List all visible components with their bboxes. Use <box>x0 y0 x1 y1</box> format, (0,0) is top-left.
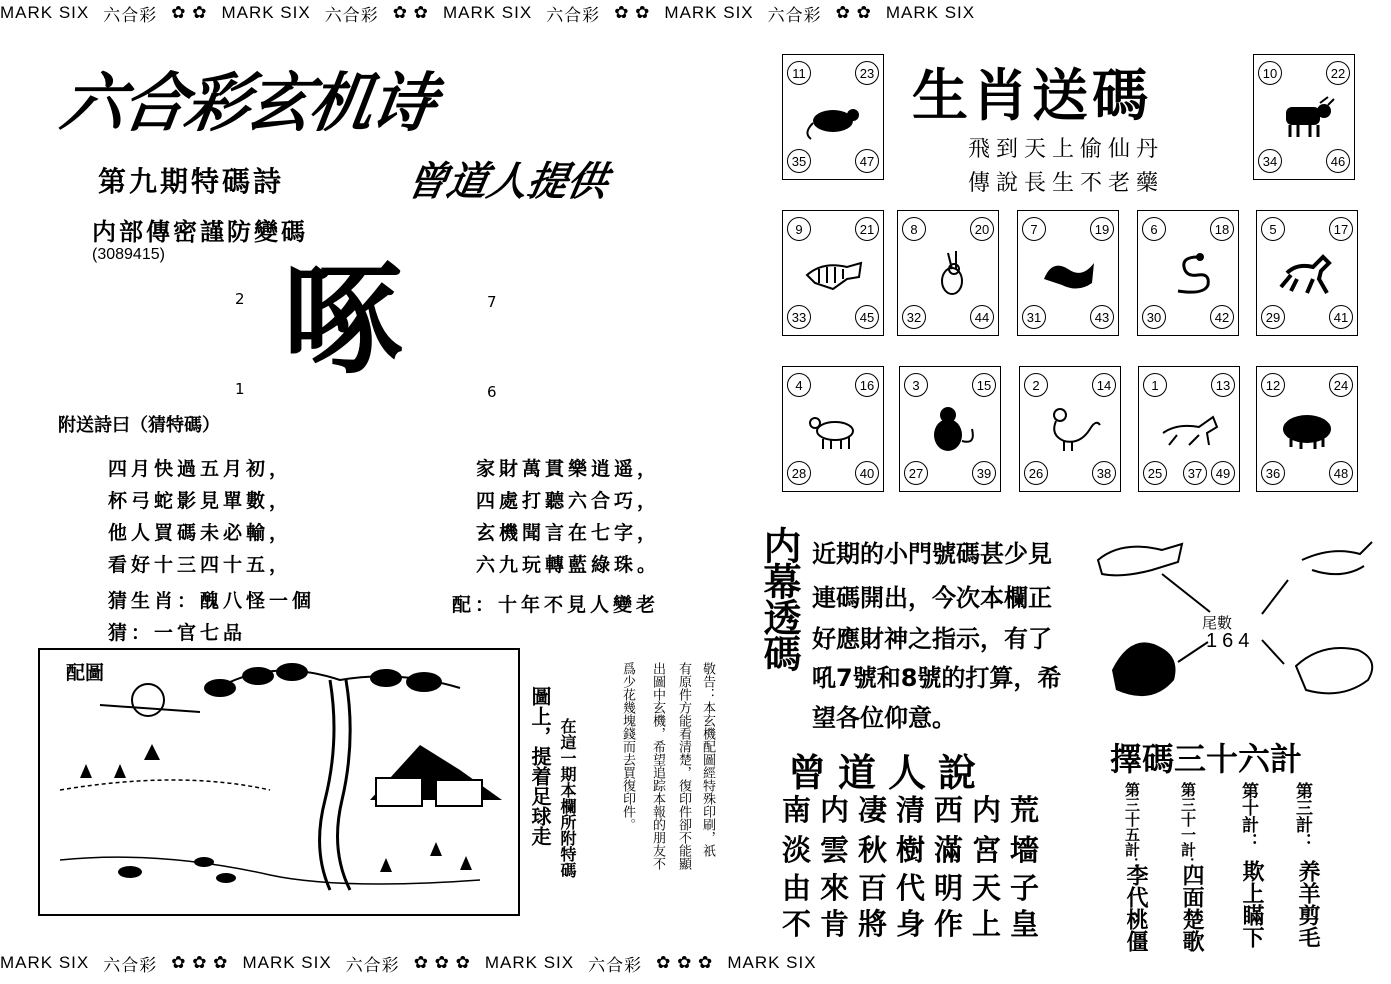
provider-label: 曾道人提供 <box>403 159 612 205</box>
pig-icon <box>1277 405 1339 453</box>
number-ball: 7 <box>1022 217 1046 241</box>
strategy-text: 欺上瞞下 <box>1239 860 1264 948</box>
tiger-icon <box>803 249 865 297</box>
strategy-text: 养羊剪毛 <box>1295 860 1320 948</box>
notice-column: 出圖中玄機，希望追踪本報的朋友不 <box>650 662 665 870</box>
strip-item: ✿ ✿ <box>835 3 872 22</box>
number-ball: 48 <box>1329 461 1353 485</box>
inside-line: 望各位仰意。 <box>812 704 956 732</box>
strip-item: MARK SIX <box>727 953 817 972</box>
say-line: 南内凄清西内荒 <box>782 793 1049 827</box>
poem-line: 他人買碼未必輸， <box>108 522 293 544</box>
picture-label: 配圖 <box>66 662 105 684</box>
number-ball: 45 <box>855 305 879 329</box>
number-ball: 26 <box>1024 461 1048 485</box>
strip-item: 六合彩 <box>546 5 601 24</box>
corner-number-tr: 7 <box>487 293 497 311</box>
notice-column: 敬告：本玄機配圖經特殊印刷，祇 <box>700 662 715 857</box>
number-ball: 43 <box>1090 305 1114 329</box>
zodiac-box-snake <box>1137 210 1239 336</box>
number-ball: 47 <box>855 149 879 173</box>
poem-line: 杯弓蛇影見單數， <box>108 490 293 512</box>
number-ball: 11 <box>787 61 811 85</box>
poem-line: 六九玩轉藍綠珠。 <box>476 554 661 576</box>
number-ball: 36 <box>1261 461 1285 485</box>
strip-item: ✿ ✿ ✿ <box>413 953 471 972</box>
strip-item: 六合彩 <box>588 955 643 974</box>
secret-notice: 内部傳密謹防變碼 <box>92 217 308 246</box>
poem-line: 玄機聞言在七字， <box>476 522 661 544</box>
rabbit-icon <box>1302 542 1372 574</box>
number-ball: 42 <box>1210 305 1234 329</box>
page-title-right: 生肖送碼 <box>912 64 1152 129</box>
riddle-character: 啄 <box>283 252 403 391</box>
number-ball: 46 <box>1326 149 1350 173</box>
strip-item: MARK SIX <box>442 3 533 22</box>
number-ball: 33 <box>787 305 811 329</box>
zodiac-box-rooster <box>1019 366 1121 492</box>
zodiac-box-dragon <box>1017 210 1119 336</box>
strategy-text: 四面楚歌 <box>1179 864 1204 952</box>
hint-picture <box>38 648 520 916</box>
tail-label: 尾數 <box>1202 614 1233 632</box>
number-ball: 12 <box>1261 373 1285 397</box>
rat-icon <box>803 93 865 141</box>
strip-item: 六合彩 <box>103 955 158 974</box>
number-ball: 25 <box>1143 461 1167 485</box>
say-title: 曾道人說 <box>788 750 989 795</box>
inside-line: 好應財神之指示，有了 <box>812 625 1052 653</box>
pig-icon <box>1296 648 1372 693</box>
number-ball: 37 <box>1183 461 1207 485</box>
strip-item: 六合彩 <box>345 955 400 974</box>
rooster-icon <box>1040 405 1102 453</box>
strategy-label: 第三十五計： <box>1123 782 1141 872</box>
poem-heading: 附送詩曰（猜特碼） <box>58 415 220 436</box>
number-ball: 4 <box>787 373 811 397</box>
number-ball: 6 <box>1142 217 1166 241</box>
inside-label: 内幕透碼 <box>757 526 801 670</box>
ox-icon <box>1274 93 1336 141</box>
poem-line: 配：十年不見人變老 <box>452 594 660 616</box>
number-ball: 31 <box>1022 305 1046 329</box>
dragon-icon <box>1038 249 1100 297</box>
number-ball: 1 <box>1143 373 1167 397</box>
caption-column: 在這一期本欄所附特碼 <box>558 718 577 878</box>
poem-line: 四月快過五月初， <box>108 458 293 480</box>
strategy-title: 擇碼三十六計 <box>1110 740 1303 778</box>
inside-line: 吼7號和8號的打算，希 <box>812 664 1062 692</box>
number-ball: 27 <box>904 461 928 485</box>
zodiac-box-monkey <box>899 366 1001 492</box>
code-number: (3089415) <box>92 246 165 263</box>
monkey-icon <box>920 405 982 453</box>
zodiac-box-rat <box>782 54 884 180</box>
tree-leaves-icon <box>204 663 442 697</box>
number-ball: 24 <box>1329 373 1353 397</box>
number-ball: 18 <box>1210 217 1234 241</box>
strip-item: MARK SIX <box>664 3 754 22</box>
snake-icon <box>1158 249 1220 297</box>
number-ball: 32 <box>902 305 926 329</box>
number-ball: 49 <box>1211 461 1235 485</box>
footer-strip <box>0 952 1391 974</box>
landscape-illustration <box>40 650 518 914</box>
strip-item: 六合彩 <box>324 5 379 24</box>
number-ball: 44 <box>970 305 994 329</box>
strip-item: ✿ ✿ <box>614 3 651 22</box>
number-ball: 14 <box>1092 373 1116 397</box>
number-ball: 22 <box>1326 61 1350 85</box>
number-ball: 3 <box>904 373 928 397</box>
house-icon <box>376 778 422 806</box>
moon-icon <box>132 684 164 716</box>
notice-column: 有原件方能看清楚，復印件卻不能顯 <box>676 662 691 870</box>
poem-line: 家財萬貫樂逍遥， <box>476 458 661 480</box>
number-ball: 21 <box>855 217 879 241</box>
strip-item: ✿ ✿ ✿ <box>656 953 714 972</box>
dog-icon <box>1159 405 1221 453</box>
tail-diagram <box>1092 530 1382 720</box>
zodiac-box-rabbit <box>897 210 999 336</box>
number-ball: 29 <box>1261 305 1285 329</box>
zodiac-box-pig <box>1256 366 1358 492</box>
number-ball: 34 <box>1258 149 1282 173</box>
rooster-icon <box>1112 642 1176 696</box>
number-ball: 39 <box>972 461 996 485</box>
inside-line: 連碼開出，今次本欄正 <box>812 584 1052 612</box>
page-title-left: 六合彩玄机诗 <box>55 67 439 141</box>
rabbit-icon <box>918 249 980 297</box>
zodiac-box-tiger <box>782 210 884 336</box>
number-ball: 8 <box>902 217 926 241</box>
header-strip <box>0 2 1391 24</box>
number-ball: 38 <box>1092 461 1116 485</box>
strategy-label: 第十計： <box>1238 782 1258 850</box>
say-line: 由來百代明天子 <box>782 871 1049 905</box>
corner-number-br: 6 <box>487 383 497 401</box>
zodiac-box-horse <box>1256 210 1358 336</box>
strategy-text: 李代桃僵 <box>1123 864 1148 952</box>
zodiac-box-goat <box>782 366 884 492</box>
strip-item: MARK SIX <box>885 3 976 22</box>
strip-item: 六合彩 <box>103 5 158 24</box>
verse-line: 傳說長生不老藥 <box>968 171 1165 196</box>
strategy-label: 第三十一計： <box>1179 782 1197 872</box>
number-ball: 15 <box>972 373 996 397</box>
strip-item: MARK SIX <box>221 3 311 22</box>
inside-line: 近期的小門號碼甚少見 <box>812 540 1052 568</box>
strip-item: 六合彩 <box>767 5 822 24</box>
caption-column: 圖上，提着足球走 <box>528 686 552 846</box>
strip-item: MARK SIX <box>242 953 332 972</box>
goat-icon <box>803 405 865 453</box>
number-ball: 10 <box>1258 61 1282 85</box>
number-ball: 28 <box>787 461 811 485</box>
strategy-label: 第三計： <box>1292 782 1312 850</box>
number-ball: 2 <box>1024 373 1048 397</box>
corner-number-bl: 1 <box>235 380 245 398</box>
notice-column: 爲少花幾塊錢而去買復印件。 <box>620 662 635 831</box>
zodiac-box-dog <box>1138 366 1240 492</box>
zodiac-box-ox <box>1253 54 1355 180</box>
number-ball: 5 <box>1261 217 1285 241</box>
poem-line: 猜：一官七品 <box>108 622 247 644</box>
strip-item: ✿ ✿ <box>392 3 429 22</box>
strip-item: MARK SIX <box>0 3 90 22</box>
number-ball: 17 <box>1329 217 1353 241</box>
number-ball: 23 <box>855 61 879 85</box>
tail-value: 164 <box>1206 630 1255 652</box>
number-ball: 9 <box>787 217 811 241</box>
poem-line: 四處打聽六合巧， <box>476 490 661 512</box>
strip-item: ✿ ✿ ✿ <box>171 953 229 972</box>
issue-label: 第九期特碼詩 <box>98 165 285 198</box>
number-ball: 41 <box>1329 305 1353 329</box>
house-icon <box>436 780 482 806</box>
corner-number-tl: 2 <box>235 290 245 308</box>
say-line: 不肯將身作上皇 <box>782 907 1049 941</box>
poem-line: 猜生肖：醜八怪一個 <box>108 590 316 612</box>
say-line: 淡雲秋樹滿宮墻 <box>782 833 1049 867</box>
number-ball: 16 <box>855 373 879 397</box>
strip-item: ✿ ✿ <box>171 3 208 22</box>
strip-item: MARK SIX <box>484 953 575 972</box>
horse-icon <box>1277 249 1339 297</box>
number-ball: 40 <box>855 461 879 485</box>
poem-line: 看好十三四十五， <box>108 554 293 576</box>
strip-item: MARK SIX <box>0 953 90 972</box>
number-ball: 35 <box>787 149 811 173</box>
number-ball: 30 <box>1142 305 1166 329</box>
tiger-icon <box>1098 544 1182 575</box>
verse-line: 飛到天上偷仙丹 <box>968 137 1165 162</box>
number-ball: 13 <box>1211 373 1235 397</box>
number-ball: 20 <box>970 217 994 241</box>
number-ball: 19 <box>1090 217 1114 241</box>
